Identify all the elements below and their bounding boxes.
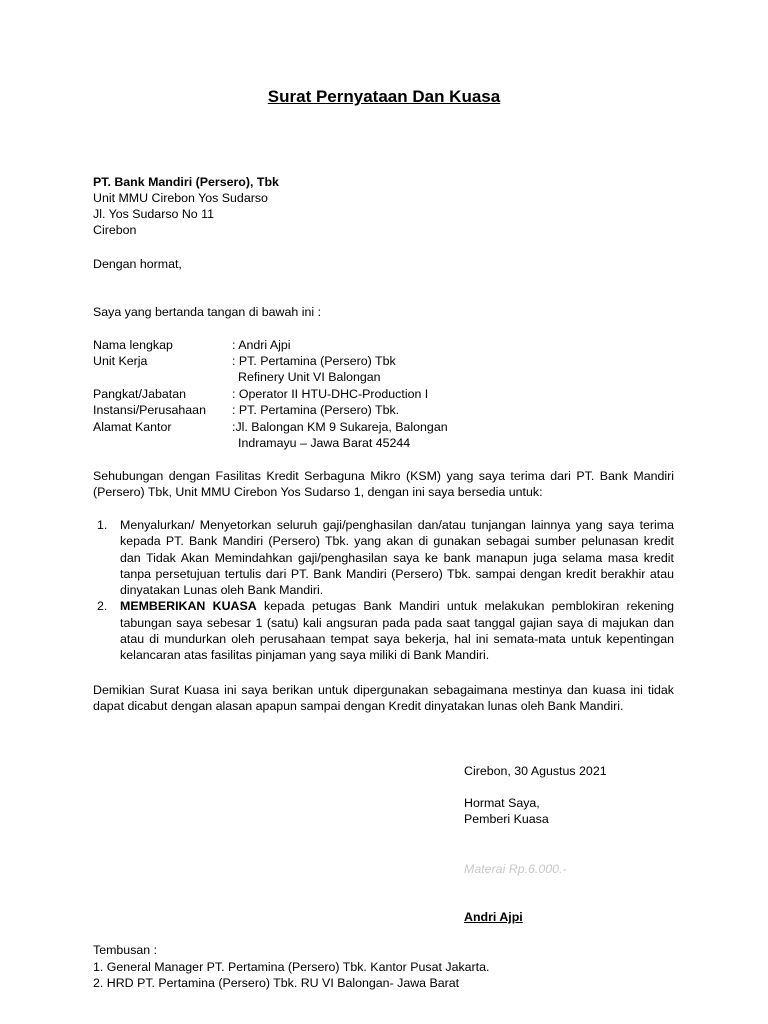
- field-label-company: Instansi/Perusahaan: [93, 403, 206, 417]
- recipient-unit: Unit MMU Cirebon Yos Sudarso: [93, 191, 268, 205]
- body-paragraph: Sehubungan dengan Fasilitas Kredit Serbaguna Mikro (KSM) yang saya terima dari PT. Bank Mandiri (Persero) Tbk, Unit MMU Cirebon Yos Sudarso 1, dengan ini saya bersedia untuk:: [93, 469, 674, 500]
- recipient-city: Cirebon: [93, 223, 137, 237]
- recipient-name: PT. Bank Mandiri (Persero), Tbk: [93, 175, 279, 189]
- letter-title: Surat Pernyataan Dan Kuasa: [267, 87, 501, 106]
- field-value-position: : Operator II HTU-DHC-Production I: [232, 387, 429, 401]
- intro-text: Saya yang bertanda tangan di bawah ini :: [93, 305, 322, 319]
- recipient-street: Jl. Yos Sudarso No 11: [93, 207, 215, 221]
- list-item: [93, 598, 674, 663]
- field-value-address: :Jl. Balongan KM 9 Sukareja, Balongan: [232, 420, 448, 434]
- closing-paragraph: Demikian Surat Kuasa ini saya berikan untuk dipergunakan sebagaimana mestinya dan kuasa ini tidak dapat dicabut dengan alasan apapun sampai dengan Kredit dinyatakan lunas oleh Bank Mandiri.: [93, 683, 674, 714]
- list-item: [93, 517, 674, 598]
- cc-item: 2. HRD PT. Pertamina (Persero) Tbk. RU VI Balongan- Jawa Barat: [93, 976, 460, 990]
- greeting: Dengan hormat,: [93, 257, 182, 271]
- list-number: 1.: [97, 518, 108, 532]
- field-value-company: : PT. Pertamina (Persero) Tbk.: [232, 403, 400, 417]
- signer-name: Andri Ajpi: [464, 910, 523, 924]
- cc-heading: Tembusan :: [93, 943, 158, 957]
- place-date: Cirebon, 30 Agustus 2021: [464, 764, 607, 778]
- field-value-unit-cont: Refinery Unit VI Balongan: [238, 370, 381, 384]
- field-label-address: Alamat Kantor: [93, 420, 172, 434]
- field-value-address-cont: Indramayu – Jawa Barat 45244: [238, 436, 411, 450]
- list-number: 2.: [97, 599, 108, 614]
- list-item-text: Menyalurkan/ Menyetorkan seluruh gaji/penghasilan dan/atau tunjangan lainnya yang saya terima kepada PT. Bank Mandiri (Persero) Tbk. yang akan di gunakan sebagai sumber pelunasan kredit dan Tidak Akan Memindahkan gaji/penghasilan saya ke bank manapun juga selama masa kredit tanpa persetujuan tertulis dari PT. Bank Mandiri (Persero) Tbk. sampai dengan kredit berakhir atau dinyatakan Lunas oleh Bank Mandiri.: [120, 518, 674, 598]
- materai-stamp: Materai Rp.6.000.-: [464, 862, 567, 876]
- signer-role: Pemberi Kuasa: [464, 812, 549, 826]
- field-label-name: Nama lengkap: [93, 338, 173, 352]
- field-value-name: : Andri Ajpi: [232, 338, 291, 352]
- field-label-unit: Unit Kerja: [93, 354, 148, 368]
- field-value-unit: : PT. Pertamina (Persero) Tbk: [232, 354, 396, 368]
- field-label-position: Pangkat/Jabatan: [93, 387, 187, 401]
- list-item-text: kepada petugas Bank Mandiri untuk melakukan pemblokiran rekening tabungan saya sebesar 1 (satu) kali angsuran pada pada saat tanggal gajian saya di majukan dan atau di mundurkan oleh perusahaan tempat saya bekerja, hal ini semata-mata untuk kepentingan kelancaran atas fasilitas pinjaman yang saya miliki di Bank Mandiri.: [120, 599, 674, 663]
- regards: Hormat Saya,: [464, 796, 540, 810]
- cc-item: 1. General Manager PT. Pertamina (Persero) Tbk. Kantor Pusat Jakarta.: [93, 960, 490, 974]
- list-item-bold-lead: MEMBERIKAN KUASA: [120, 599, 257, 614]
- commitment-list: [93, 517, 674, 664]
